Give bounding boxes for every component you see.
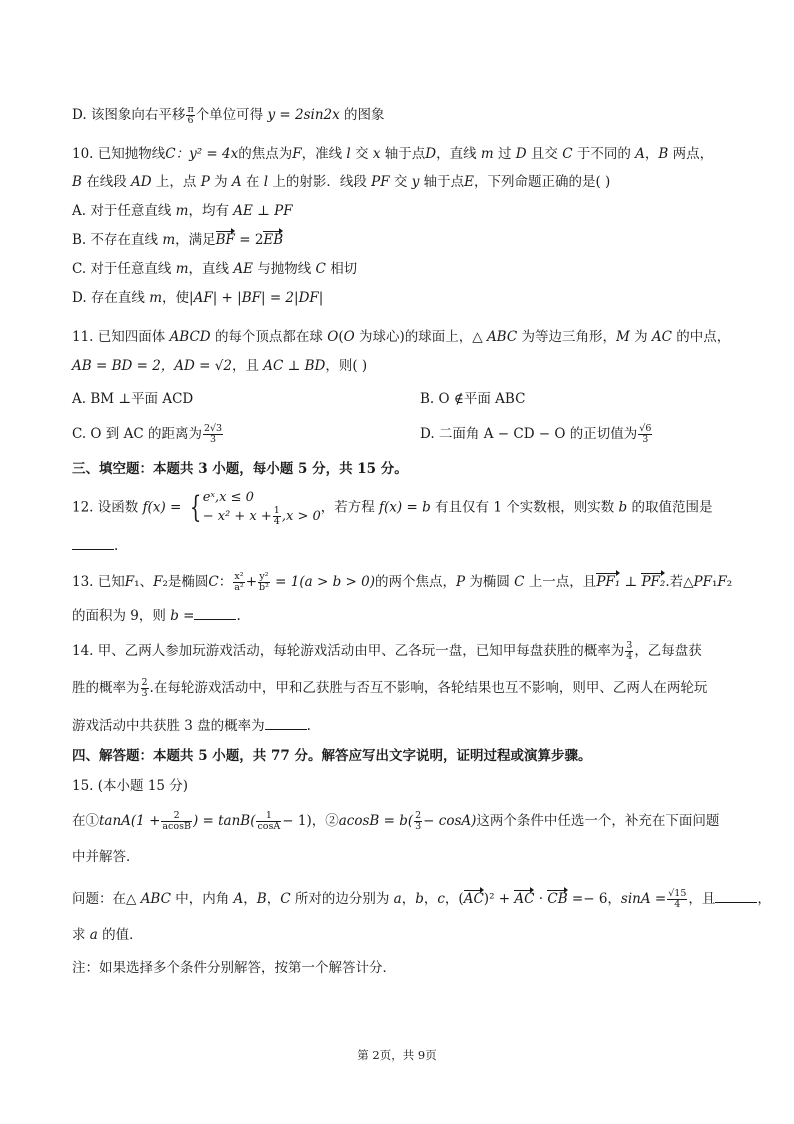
frac-den: 4 bbox=[273, 516, 280, 527]
t: D. 存在直线 bbox=[72, 290, 145, 306]
m: f(x) = b bbox=[379, 499, 431, 516]
q10-option-d: D. 存在直线 m，使|AF| + |BF| = 2|DF| bbox=[72, 290, 324, 306]
t: B. 不存在直线 bbox=[72, 232, 159, 248]
t: − 1)，② bbox=[282, 813, 339, 829]
t: 的两个焦点， bbox=[374, 574, 456, 590]
frac-num: 3 bbox=[626, 640, 633, 651]
t: ，下列命题正确的是( ) bbox=[473, 174, 611, 190]
frac-num: π bbox=[187, 104, 194, 115]
t: 为球心)的球面上， bbox=[358, 329, 473, 345]
t: 胜的概率为 bbox=[72, 680, 140, 696]
t: 有且仅有 1 个实数根，则实数 bbox=[435, 499, 615, 516]
q13-stem-line2 bbox=[72, 606, 241, 626]
t: ，均有 bbox=[188, 203, 229, 219]
answer-blank[interactable] bbox=[265, 717, 307, 730]
q12-answer-line bbox=[72, 536, 118, 556]
t: )² + bbox=[483, 891, 511, 907]
q10-option-c: C. 对于任意直线 m，直线 AE 与抛物线 C 相切 bbox=[72, 261, 358, 277]
t: 为 bbox=[634, 329, 648, 345]
t: 13. 已知 bbox=[72, 574, 125, 590]
m: sinA = bbox=[620, 891, 667, 907]
q9-d-suffix: 的图象 bbox=[344, 107, 385, 123]
q15-stem-line2: 中并解答． bbox=[72, 849, 140, 865]
t: ，且 bbox=[688, 891, 716, 907]
case2: − x² + x + bbox=[202, 509, 272, 524]
q11-option-c bbox=[72, 423, 224, 445]
t: 相切 bbox=[330, 261, 358, 277]
frac-den: acosB bbox=[162, 821, 191, 832]
t: ，直线 bbox=[436, 146, 477, 162]
t: 轴于点 bbox=[384, 146, 426, 162]
case1: eˣ,x ≤ 0 bbox=[202, 490, 254, 505]
frac-den: b² bbox=[259, 582, 269, 593]
t: D. 二面角 A − CD − O 的正切值为 bbox=[420, 426, 638, 442]
t: 14. 甲、乙两人参加玩游戏活动，每轮游戏活动由甲、乙各玩一盘，已知甲每盘获胜的概率为 bbox=[72, 643, 625, 659]
t: 的值． bbox=[102, 927, 143, 943]
t: . bbox=[114, 538, 119, 554]
t: . bbox=[306, 718, 311, 734]
q15-header: 15. (本小题 15 分) bbox=[72, 778, 189, 794]
q9-d-frac bbox=[186, 105, 194, 126]
q10-stem-line2: B 在线段 AD 上，点 P 为 A 在 l 上的射影．线段 PF 交 y 轴于点E，下列命题正确的是( ) bbox=[72, 174, 611, 190]
q11-option-b: B. O ∉平面 ABC bbox=[420, 391, 526, 407]
t: 轴于点 bbox=[423, 174, 465, 190]
t: 在① bbox=[72, 813, 99, 829]
frac-den: cosA bbox=[257, 821, 281, 832]
t: ，若方程 bbox=[320, 499, 375, 516]
frac-num: √6 bbox=[639, 423, 652, 434]
t: .在每轮游戏活动中，甲和乙获胜与否互不影响，各轮结果也互不影响，则甲、乙两人在两轮玩 bbox=[149, 680, 708, 696]
t: 与抛物线 bbox=[257, 261, 312, 277]
t: ，满足 bbox=[175, 232, 216, 248]
t: 的取值范围是 bbox=[631, 499, 713, 516]
brace: { bbox=[189, 490, 201, 525]
t: 游戏活动中共获胜 3 盘的概率为 bbox=[72, 718, 265, 734]
m: C：y² = 4x bbox=[165, 146, 239, 162]
q10-option-a: A. 对于任意直线 m，均有 AE ⊥ PF bbox=[72, 203, 293, 219]
section-3-heading: 三、填空题：本题共 3 小题，每小题 5 分，共 15 分。 bbox=[72, 461, 408, 477]
t: 的焦点为 bbox=[238, 146, 293, 162]
q9-option-d bbox=[72, 105, 385, 126]
t: ，乙每盘获 bbox=[634, 643, 702, 659]
frac-den: 3 bbox=[642, 434, 649, 445]
q10-option-b: B. 不存在直线 m，满足BF = 2EB bbox=[72, 232, 284, 248]
t: 10. 已知抛物线 bbox=[72, 146, 166, 162]
t: ，直线 bbox=[188, 261, 230, 277]
t: ，且 bbox=[231, 358, 259, 374]
frac-num: 2 bbox=[141, 677, 148, 688]
q10-stem-line1: 10. 已知抛物线C：y² = 4x的焦点为F，准线 l 交 x 轴于点D，直线 m 过 D 且交 C 于不同的 A，B 两点， bbox=[72, 146, 714, 162]
q14-stem-line3 bbox=[72, 716, 311, 736]
t: C. O 到 AC 的距离为 bbox=[72, 426, 202, 442]
t: 的面积为 9，则 bbox=[72, 608, 166, 624]
frac-num: 2 bbox=[415, 810, 422, 821]
m: − cosA) bbox=[423, 813, 477, 829]
t: = 2 bbox=[234, 232, 264, 248]
t: 为等边三角形， bbox=[521, 329, 616, 345]
q11-options-ab bbox=[72, 389, 712, 409]
q9-d-mid: 个单位可得 bbox=[195, 107, 264, 123]
answer-blank[interactable] bbox=[194, 607, 236, 620]
q11-option-a: A. BM ⊥平面 ACD bbox=[72, 391, 194, 407]
t: 12. 设函数 bbox=[72, 499, 139, 516]
t: 求 bbox=[72, 927, 86, 943]
answer-blank[interactable] bbox=[715, 890, 757, 903]
t: 是椭圆 bbox=[167, 574, 209, 590]
frac-den: a² bbox=[234, 582, 244, 593]
m: AB = BD = 2，AD = √2 bbox=[72, 358, 232, 374]
t: 上，点 bbox=[155, 174, 197, 190]
t: 的中点， bbox=[676, 329, 731, 345]
t: . bbox=[236, 608, 241, 624]
q14-stem-line1 bbox=[72, 641, 702, 662]
q11-option-d bbox=[420, 424, 653, 445]
t: C. 对于任意直线 bbox=[72, 261, 172, 277]
t: 且交 bbox=[530, 146, 558, 162]
frac-num: 2√3 bbox=[203, 423, 223, 434]
frac-num: y² bbox=[259, 571, 269, 582]
answer-blank[interactable] bbox=[72, 537, 114, 550]
t: 在 bbox=[245, 174, 260, 190]
t: ，准线 bbox=[301, 146, 343, 162]
q9-d-math: y = 2sin2x bbox=[267, 107, 340, 123]
t: 交 bbox=[355, 146, 369, 162]
m: = 1(a > b > 0) bbox=[270, 574, 375, 590]
t: 这两个条件中任选一个，补充在下面问题 bbox=[476, 813, 720, 829]
q15-stem-line1 bbox=[72, 811, 719, 832]
frac-num: x² bbox=[234, 571, 244, 582]
t: A. 对于任意直线 bbox=[72, 203, 172, 219]
case2b: ,x > 0 bbox=[281, 509, 321, 524]
m: tanA(1 + bbox=[99, 813, 161, 829]
t: ，( bbox=[444, 891, 464, 907]
t: .若△ bbox=[665, 574, 694, 590]
frac-den: 3 bbox=[415, 821, 422, 832]
m: |AF| + |BF| = 2|DF| bbox=[189, 290, 324, 306]
t: 于不同的 bbox=[576, 146, 631, 162]
q15-stem-line3: 问题：在△ ABC 中，内角 A，B，C 所对的边分别为 a，b，c，(AC)² + AC · CB =− 6，sinA = $\frac{√15}{4}$ ，且 ， bbox=[72, 888, 771, 910]
t: =− 6， bbox=[571, 891, 621, 907]
m: b = bbox=[170, 608, 195, 624]
q9-d-prefix: D. 该图象向右平移 bbox=[72, 107, 186, 123]
t: 11. 已知四面体 bbox=[72, 329, 166, 345]
q13-stem-line1: 13. 已知F₁、F₂是椭圆C： $\frac{\text{x²}}{\text{a²}}$ + $\frac{\text{y²}}{\text{b²}}$ = 1(a > b > 0)的两个焦点，P 为椭圆 C 上一点，且PF₁ ⊥ PF₂.若△PF₁F₂ bbox=[72, 571, 733, 593]
t: 上一点，且 bbox=[528, 574, 597, 590]
t: ， bbox=[757, 891, 771, 907]
frac-den: 6 bbox=[187, 115, 194, 126]
q12-stem: 12. 设函数 f(x) = { eˣ,x ≤ 0 − x² + x + $\frac{1}{4}$ ,x > 0，若方程 f(x) = b 有且仅有 1 个实数根，则实数 b 的取值范围是 bbox=[72, 490, 713, 527]
m: AC ⊥ BD bbox=[263, 358, 326, 374]
frac-den: 3 bbox=[210, 434, 217, 445]
frac-num: 1 bbox=[273, 505, 280, 516]
t: 中，内角 bbox=[175, 891, 230, 907]
frac-den: 3 bbox=[141, 688, 148, 699]
t: ，使 bbox=[162, 290, 190, 306]
frac-den: 4 bbox=[674, 899, 681, 910]
t: 的每个顶点都在球 bbox=[214, 329, 323, 345]
page-footer: 第 2页，共 9页 bbox=[357, 1048, 437, 1062]
frac-den: 4 bbox=[626, 651, 633, 662]
t: 两点， bbox=[672, 146, 714, 162]
m: f(x) = bbox=[142, 499, 182, 516]
t: 在线段 bbox=[86, 174, 127, 190]
frac-num: 1 bbox=[256, 811, 281, 822]
t: 上的射影．线段 bbox=[272, 174, 367, 190]
t: 交 bbox=[393, 174, 408, 190]
t: 为 bbox=[214, 174, 228, 190]
q11-stem-line2 bbox=[72, 356, 367, 376]
m: ) = tanB( bbox=[192, 813, 256, 829]
q14-stem-line2 bbox=[72, 678, 707, 699]
t: ，则( ) bbox=[325, 358, 368, 374]
frac-num: 2 bbox=[161, 811, 192, 822]
t: 所对的边分别为 bbox=[294, 891, 390, 907]
m: AE ⊥ PF bbox=[233, 203, 293, 219]
t: ， bbox=[644, 146, 659, 162]
q12-cases bbox=[203, 489, 321, 527]
t: 为椭圆 bbox=[469, 574, 510, 590]
m: acosB = b( bbox=[338, 813, 414, 829]
q11-options-cd bbox=[72, 424, 712, 445]
q11-stem-line1: 11. 已知四面体 ABCD 的每个顶点都在球 O(O 为球心)的球面上，△ ABC 为等边三角形，M 为 AC 的中点， bbox=[72, 329, 731, 345]
frac-num: √15 bbox=[668, 888, 687, 899]
section-4-heading: 四、解答题：本题共 5 小题，共 77 分。解答应写出文字说明，证明过程或演算步骤。 bbox=[72, 748, 592, 764]
q15-stem-line4: 求 a 的值． bbox=[72, 927, 143, 943]
t: 问题：在△ bbox=[72, 891, 137, 907]
t: 过 bbox=[497, 146, 512, 162]
q15-note: 注：如果选择多个条件分别解答，按第一个解答计分． bbox=[72, 960, 396, 976]
